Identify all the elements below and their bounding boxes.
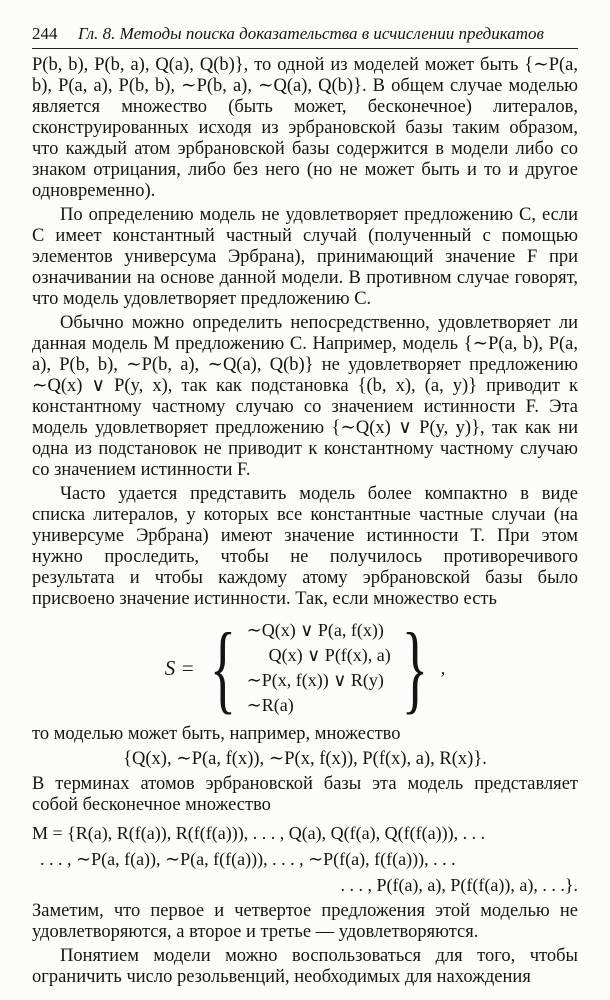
formula-s-lhs: S = <box>164 655 195 680</box>
paragraph-2: По определению модель не удовлетворяет предложению C, если C имеет константный частный случай (полученный с помощью элементов универсума Эрбрана), принимающий значение F при означивании на основе данной модели. В противном случае говорят, что модель удовлетворяет предложению C. <box>32 205 578 309</box>
formula-m-line-3: . . . , P(f(a), a), P(f(f(a)), a), . . .}. <box>340 875 578 895</box>
paragraph-6: В терминах атомов эрбрановской базы эта модель представляет собой бесконечное множество <box>32 774 578 815</box>
page-header <box>32 24 578 49</box>
formula-m-line-2: . . . , ∼P(a, f(a)), ∼P(a, f(f(a))), . . . , ∼P(f(a), f(f(a))), . . . <box>40 849 456 869</box>
paragraph-7: Заметим, что первое и четвертое предложения этой моделью не удовлетворяются, а второе и третье — удовлетворяются. <box>32 901 578 942</box>
paragraph-3: Обычно можно определить непосредственно, удовлетворяет ли данная модель M предложению C. Например, модель {∼P(a, b), P(a, a), P(b, b), ∼P(b, a), ∼Q(a), Q(b)} не удовлетворяет предложению ∼Q(x) ∨ P(y, x), так как подстановка {(b, x), (a, y)} приводит к константному частному случаю со значением истинности F. Эта модель удовлетворяет предложению {∼Q(x) ∨ P(y, y)}, так как ни одна из подстановок не приводит к константному частному случаю со значением истинности F. <box>32 313 578 480</box>
formula-s-line: ∼Q(x) ∨ P(a, f(x)) <box>246 620 384 640</box>
formula-s-system <box>32 612 578 723</box>
formula-m-line-1: M = {R(a), R(f(a)), R(f(f(a))), . . . , Q(a), Q(f(a), Q(f(f(a))), . . . <box>32 823 486 843</box>
paragraph-1: P(b, b), P(b, a), Q(a), Q(b)}, то одной из моделей может быть {∼P(a, b), P(a, a), P(b, b), ∼P(b, a), ∼Q(a), Q(b)}. В общем случае моделью является множество (быть может, бесконечное) литералов, сконструированных исходя из эрбрановской базы таким образом, что каждый атом эрбрановской базы содержится в модели либо со знаком отрицания, либо без него (но не может быть и то и другое одновременно). <box>32 55 578 201</box>
formula-s-lines <box>247 618 391 718</box>
page-number: 244 <box>32 24 58 43</box>
formula-s-line: ∼R(a) <box>246 695 294 715</box>
formula-s-line: Q(x) ∨ P(f(x), a) <box>268 645 391 665</box>
running-head: Гл. 8. Методы поиска доказательства в исчислении предикатов <box>78 24 544 43</box>
right-brace: } <box>401 612 428 723</box>
formula-s-tail: , <box>440 657 446 678</box>
paragraph-8: Понятием модели можно воспользоваться для того, чтобы ограничить число резольвенций, необходимых для нахождения <box>32 946 578 987</box>
formula-s-line: ∼P(x, f(x)) ∨ R(y) <box>246 670 384 690</box>
paragraph-5: то моделью может быть, например, множество <box>32 724 401 744</box>
paragraph-4: Часто удается представить модель более компактно в виде списка литералов, у которых все константные частные случаи (на универсуме Эрбрана) имеют значение истинности T. При этом нужно проследить, чтобы не получилось противоречивого результата и чтобы каждому атому эрбрановской базы было присвоено значение истинности. Так, если множество есть <box>32 484 578 609</box>
left-brace: { <box>209 612 236 723</box>
formula-model: {Q(x), ∼P(a, f(x)), ∼P(x, f(x)), P(f(x), a), R(x)}. <box>123 749 487 769</box>
